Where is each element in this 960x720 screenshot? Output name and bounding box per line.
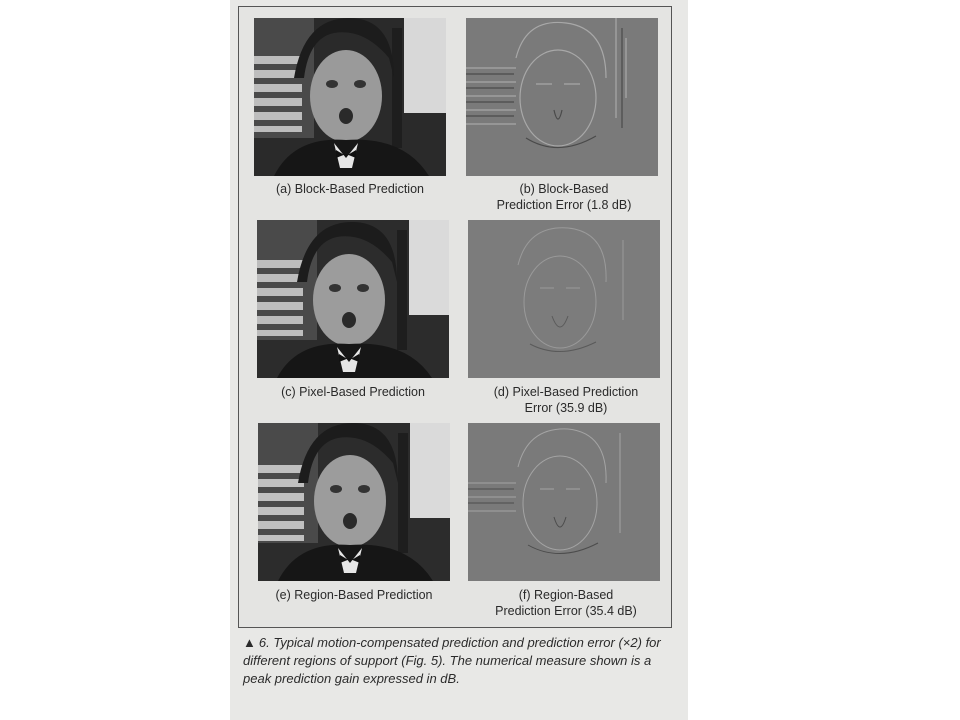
panel-f-image bbox=[468, 423, 660, 581]
panel-d-caption: (d) Pixel-Based Prediction Error (35.9 dB) bbox=[493, 385, 639, 415]
panel-c-caption: (c) Pixel-Based Prediction bbox=[281, 385, 425, 399]
figure-caption-text: 6. Typical motion-compensated prediction and prediction error (×2) for different regions of support (Fig. 5). The numerical measure shown is a peak prediction gain expressed in dB. bbox=[243, 635, 661, 686]
figure-caption bbox=[243, 634, 683, 688]
panel-a-caption: (a) Block-Based Prediction bbox=[276, 182, 424, 196]
panel-b-image bbox=[466, 18, 658, 176]
panel-e-image bbox=[258, 423, 450, 581]
triangle-marker-icon: ▲ bbox=[243, 635, 256, 650]
panel-b-caption: (b) Block-Based Prediction Error (1.8 dB) bbox=[496, 182, 632, 212]
panel-c-image bbox=[257, 220, 449, 378]
panel-e-caption: (e) Region-Based Prediction bbox=[275, 588, 433, 602]
panel-f-caption: (f) Region-Based Prediction Error (35.4 dB) bbox=[495, 588, 637, 618]
panel-a-image bbox=[254, 18, 446, 176]
panel-d-image bbox=[468, 220, 660, 378]
